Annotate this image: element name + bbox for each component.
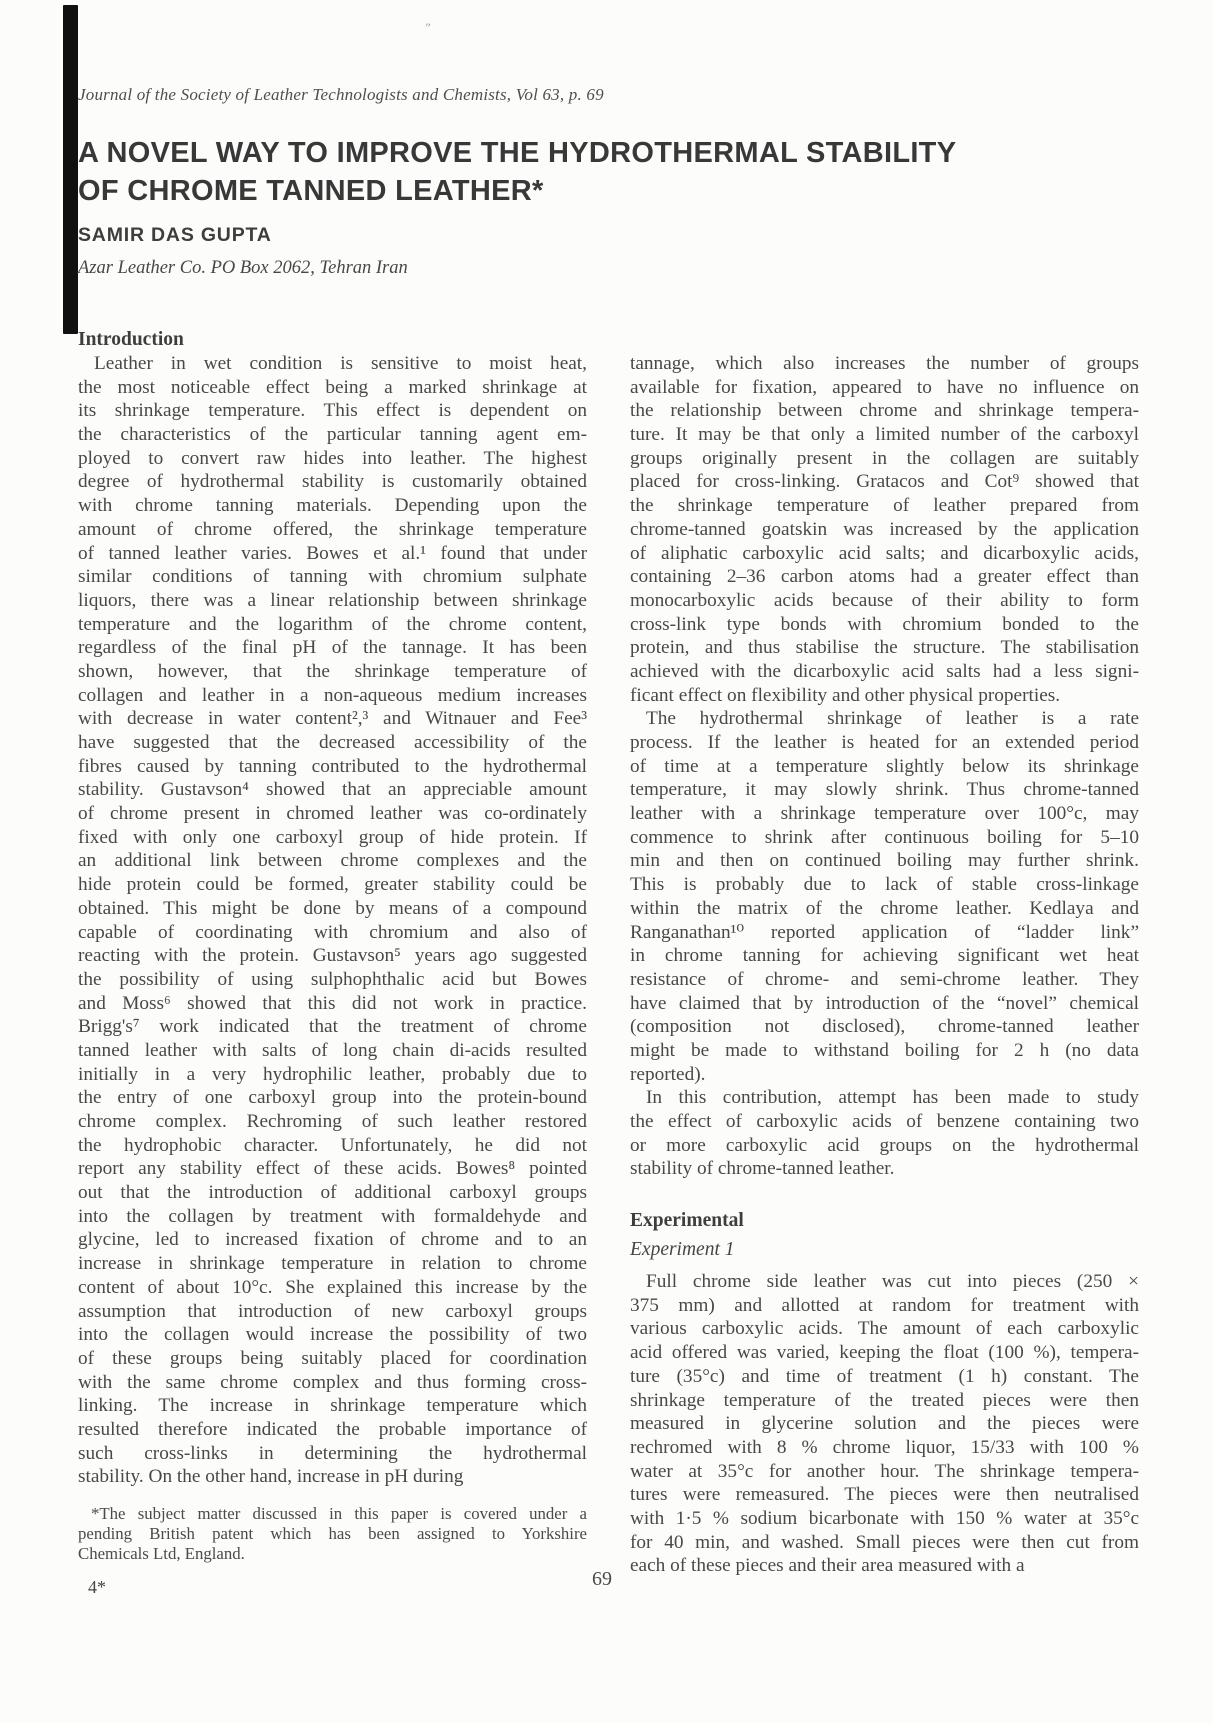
- left-column: [78, 328, 587, 1489]
- text-line: placed for cross-linking. Gratacos and Cot⁹ showed that: [630, 471, 1139, 493]
- text-line: report any stability effect of these acids. Bowes⁸ pointed: [78, 1158, 587, 1180]
- text-line: fixed with only one carboxyl group of hide protein. If: [78, 826, 587, 848]
- text-line: stability of chrome-tanned leather.: [630, 1158, 895, 1180]
- text-line: available for fixation, appeared to have no influence on: [630, 376, 1139, 398]
- text-line: into the collagen would increase the possibility of two: [78, 1324, 587, 1346]
- text-line: acid offered was varied, keeping the float (100 %), tempera-: [630, 1342, 1139, 1364]
- text-line: commence to shrink after continuous boiling for 5–10: [630, 826, 1139, 848]
- text-line: regardless of the final pH of the tannage. It has been: [78, 637, 587, 659]
- text-line: min and then on continued boiling may further shrink.: [630, 850, 1139, 872]
- text-line: out that the introduction of additional carboxyl groups: [78, 1182, 587, 1204]
- text-line: the entry of one carboxyl group into the protein-bound: [78, 1087, 587, 1109]
- author-affiliation: Azar Leather Co. PO Box 2062, Tehran Iran: [78, 258, 408, 278]
- text-line: of aliphatic carboxylic acid salts; and dicarboxylic acids,: [630, 542, 1139, 564]
- text-line: reported).: [630, 1063, 706, 1085]
- text-line: of tanned leather varies. Bowes et al.¹ found that under: [78, 542, 587, 564]
- text-line: have claimed that by introduction of the “novel” chemical: [630, 992, 1139, 1014]
- left-column-body: [78, 352, 587, 1489]
- text-line: with chrome tanning materials. Depending upon the: [78, 495, 587, 517]
- text-line: stability. Gustavson⁴ showed that an appreciable amount: [78, 779, 587, 801]
- text-line: fibres caused by tanning contributed to the hydrothermal: [78, 755, 587, 777]
- text-line: within the matrix of the chrome leather. Kedlaya and: [630, 897, 1139, 919]
- article-title: [78, 135, 1078, 210]
- text-line: *The subject matter discussed in this paper is covered under a: [91, 1504, 587, 1523]
- text-line: and Moss⁶ showed that this did not work in practice.: [78, 992, 587, 1014]
- text-line: In this contribution, attempt has been made to study: [646, 1087, 1139, 1109]
- footnote: [78, 1504, 587, 1564]
- text-line: resulted therefore indicated the probable importance of: [78, 1418, 587, 1440]
- text-line: water at 35°c for another hour. The shrinkage tempera-: [630, 1460, 1139, 1482]
- article-title-line1: A NOVEL WAY TO IMPROVE THE HYDROTHERMAL STABILITY: [78, 137, 957, 169]
- text-line: stability. On the other hand, increase in pH during: [78, 1466, 464, 1488]
- text-line: various carboxylic acids. The amount of each carboxylic: [630, 1318, 1139, 1340]
- experimental-heading: Experimental: [630, 1210, 744, 1232]
- text-line: capable of coordinating with chromium and also of: [78, 921, 587, 943]
- text-line: amount of chrome offered, the shrinkage temperature: [78, 518, 587, 540]
- text-line: temperature and the logarithm of the chrome content,: [78, 613, 587, 635]
- text-line: with 1·5 % sodium bicarbonate with 150 % water at 35°c: [630, 1507, 1139, 1529]
- text-line: Leather in wet condition is sensitive to moist heat,: [94, 353, 587, 374]
- text-line: Brigg's⁷ work indicated that the treatment of chrome: [78, 1016, 587, 1038]
- text-line: cross-link type bonds with chromium bonded to the: [630, 613, 1139, 635]
- text-line: (composition not disclosed), chrome-tanned leather: [630, 1016, 1139, 1038]
- text-line: Chemicals Ltd, England.: [78, 1544, 245, 1563]
- text-line: degree of hydrothermal stability is customarily obtained: [78, 471, 587, 493]
- text-line: ficant effect on flexibility and other physical properties.: [630, 684, 1061, 706]
- text-line: pending British patent which has been assigned to Yorkshire: [78, 1524, 587, 1543]
- text-line: obtained. This might be done by means of a compound: [78, 897, 587, 919]
- text-line: shrinkage temperature of the treated pieces were then: [630, 1389, 1139, 1411]
- text-line: into the collagen by treatment with formaldehyde and: [78, 1205, 587, 1227]
- text-line: the effect of carboxylic acids of benzene containing two: [630, 1111, 1139, 1132]
- text-line: ture (35°c) and time of treatment (1 h) constant. The: [630, 1365, 1139, 1387]
- text-line: achieved with the dicarboxylic acid salts had a less signi-: [630, 660, 1139, 682]
- footer-signature-mark: 4*: [88, 1577, 106, 1597]
- introduction-heading: Introduction: [78, 329, 184, 350]
- text-line: or more carboxylic acid groups on the hydrothermal: [630, 1134, 1139, 1156]
- text-line: resistance of chrome- and semi-chrome leather. They: [630, 968, 1139, 990]
- right-column: [630, 352, 1139, 1578]
- text-line: measured in glycerine solution and the pieces were: [630, 1413, 1139, 1435]
- text-line: ployed to convert raw hides into leather. The highest: [78, 447, 587, 469]
- text-line: This is probably due to lack of stable cross-linkage: [630, 874, 1139, 896]
- text-line: reacting with the protein. Gustavson⁵ years ago suggested: [78, 945, 587, 967]
- text-line: with the same chrome complex and thus forming cross-: [78, 1371, 587, 1393]
- journal-citation-line: Journal of the Society of Leather Technologists and Chemists, Vol 63, p. 69: [78, 85, 604, 104]
- author-name: SAMIR DAS GUPTA: [78, 224, 272, 246]
- text-line: chrome complex. Rechroming of such leather restored: [78, 1111, 587, 1132]
- text-line: containing 2–36 carbon atoms had a greater effect than: [630, 566, 1139, 588]
- scan-artifact-bar: [63, 5, 78, 334]
- text-line: with decrease in water content²,³ and Witnauer and Fee³: [78, 708, 587, 730]
- text-line: similar conditions of tanning with chromium sulphate: [78, 566, 587, 588]
- text-line: tanned leather with salts of long chain di-acids resulted: [78, 1039, 587, 1061]
- text-line: of these groups being suitably placed for coordination: [78, 1347, 587, 1369]
- text-line: tures were remeasured. The pieces were then neutralised: [630, 1484, 1139, 1506]
- text-line: process. If the leather is heated for an extended period: [630, 732, 1139, 753]
- page-number: 69: [592, 1568, 612, 1590]
- text-line: of time at a temperature slightly below its shrinkage: [630, 755, 1139, 777]
- text-line: liquors, there was a linear relationship between shrinkage: [78, 589, 587, 611]
- text-line: initially in a very hydrophilic leather, probably due to: [78, 1063, 587, 1085]
- text-line: tannage, which also increases the number of groups: [630, 353, 1139, 374]
- text-line: temperature, it may slowly shrink. Thus chrome-tanned: [630, 779, 1139, 801]
- text-line: The hydrothermal shrinkage of leather is a rate: [646, 708, 1139, 730]
- text-line: protein, and thus stabilise the structure. The stabilisation: [630, 637, 1139, 659]
- text-line: ture. It may be that only a limited number of the carboxyl: [630, 424, 1139, 446]
- text-line: shown, however, that the shrinkage temperature of: [78, 660, 587, 682]
- text-line: of chrome present in chromed leather was co-ordinately: [78, 803, 587, 825]
- text-line: Ranganathan¹⁰ reported application of “ladder link”: [630, 921, 1139, 943]
- text-line: for 40 min, and washed. Small pieces were then cut from: [630, 1531, 1139, 1553]
- text-line: monocarboxylic acids because of their ability to form: [630, 589, 1139, 611]
- text-line: Full chrome side leather was cut into pieces (250 ×: [646, 1271, 1139, 1293]
- text-line: in chrome tanning for achieving significant wet heat: [630, 945, 1139, 967]
- right-column-top: [630, 352, 1139, 1181]
- text-line: the most noticeable effect being a marked shrinkage at: [78, 376, 587, 398]
- experiment-1-subheading: Experiment 1: [630, 1239, 735, 1261]
- article-title-line2: OF CHROME TANNED LEATHER*: [78, 174, 544, 207]
- text-line: its shrinkage temperature. This effect is dependent on: [78, 400, 587, 422]
- text-line: the relationship between chrome and shrinkage tempera-: [630, 400, 1139, 422]
- text-line: chrome-tanned goatskin was increased by the application: [630, 518, 1139, 540]
- text-line: might be made to withstand boiling for 2 h (no data: [630, 1039, 1139, 1061]
- text-line: increase in shrinkage temperature in relation to chrome: [78, 1253, 587, 1275]
- text-line: linking. The increase in shrinkage temperature which: [78, 1395, 587, 1417]
- text-line: each of these pieces and their area measured with a: [630, 1555, 1025, 1577]
- text-line: an additional link between chrome complexes and the: [78, 850, 587, 872]
- text-line: collagen and leather in a non-aqueous medium increases: [78, 684, 587, 706]
- text-line: content of about 10°c. She explained this increase by the: [78, 1276, 587, 1298]
- text-line: the hydrophobic character. Unfortunately, he did not: [78, 1134, 587, 1156]
- text-line: glycine, led to increased fixation of chrome and to an: [78, 1229, 587, 1251]
- text-line: have suggested that the decreased accessibility of the: [78, 732, 587, 753]
- text-line: leather with a shrinkage temperature over 100°c, may: [630, 803, 1139, 825]
- text-line: rechromed with 8 % chrome liquor, 15/33 with 100 %: [630, 1436, 1139, 1458]
- text-line: the characteristics of the particular tanning agent em-: [78, 424, 587, 446]
- text-line: such cross-links in determining the hydrothermal: [78, 1442, 587, 1464]
- text-line: 375 mm) and allotted at random for treatment with: [630, 1294, 1139, 1316]
- text-line: groups originally present in the collagen are suitably: [630, 447, 1139, 469]
- right-column-bottom: [630, 1270, 1139, 1578]
- text-line: the shrinkage temperature of leather prepared from: [630, 495, 1139, 517]
- text-line: the possibility of using sulphophthalic acid but Bowes: [78, 968, 587, 990]
- scan-speck: ʺ: [424, 19, 431, 36]
- text-line: hide protein could be formed, greater stability could be: [78, 874, 587, 896]
- text-line: assumption that introduction of new carboxyl groups: [78, 1300, 587, 1322]
